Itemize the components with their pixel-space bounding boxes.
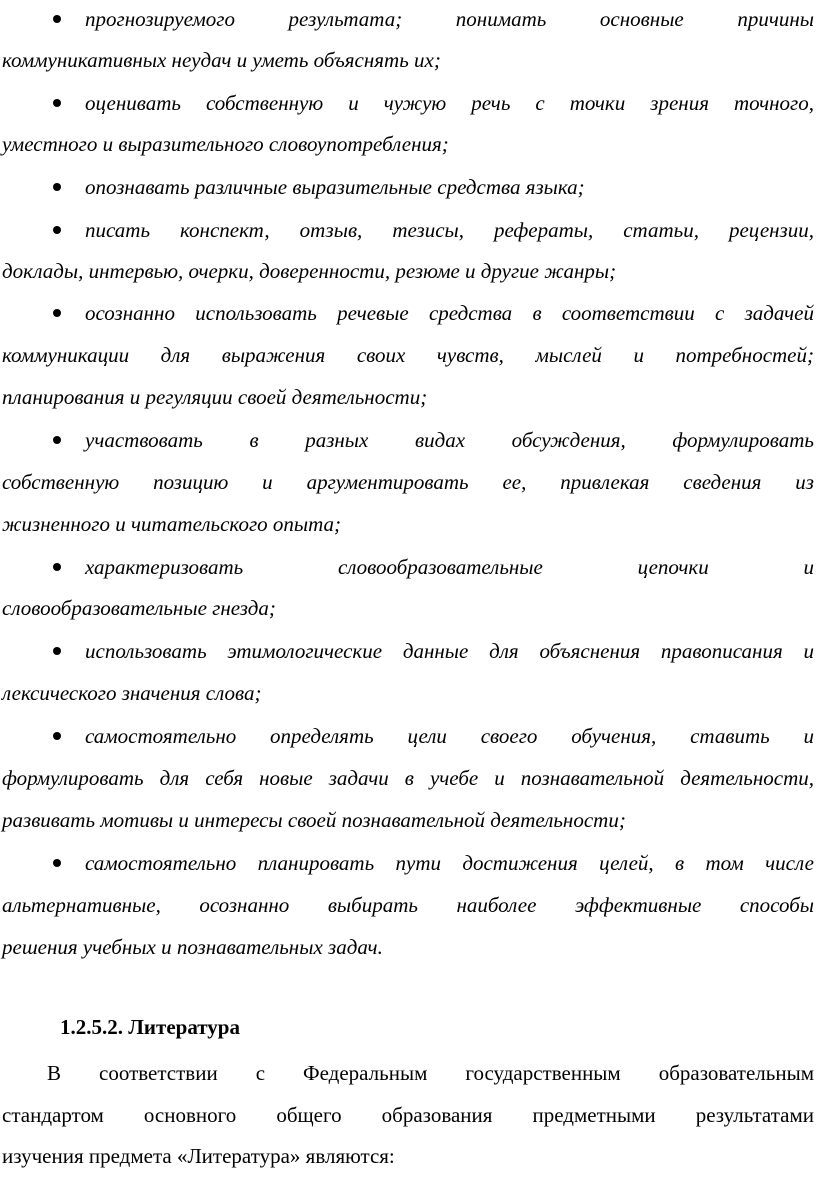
list-item-text: участвовать в разных видах обсуждения, формулировать [85, 428, 814, 452]
list-item [60, 553, 814, 581]
bullet-icon [53, 15, 61, 23]
list-item-continuation: лексического значения слова; [2, 681, 262, 705]
list-item-continuation: коммуникации для выражения своих чувств, мыслей и потребностей; [2, 343, 814, 367]
paragraph-line: стандартом основного общего образования предметными результатами [2, 1103, 814, 1127]
list-item [60, 426, 814, 454]
bullet-icon [53, 309, 61, 317]
paragraph-line: изучения предмета «Литература» являются: [2, 1144, 395, 1168]
list-item-text: оценивать собственную и чужую речь с точки зрения точного, [85, 91, 814, 115]
list-item [60, 299, 814, 327]
list-item-continuation: решения учебных и познавательных задач. [2, 935, 383, 959]
list-item-text: прогнозируемого результата; понимать основные причины [85, 7, 814, 31]
bullet-icon [53, 563, 61, 571]
bullet-icon [53, 732, 61, 740]
list-item-text: опознавать различные выразительные средства языка; [85, 175, 585, 199]
list-item [60, 637, 814, 665]
bullet-icon [53, 859, 61, 867]
paragraph-line: В соответствии с Федеральным государственным образовательным [47, 1061, 814, 1085]
list-item-text: осознанно использовать речевые средства в соответствии с задачей [85, 301, 814, 325]
list-item-text: самостоятельно планировать пути достижения целей, в том числе [85, 851, 814, 875]
section-heading: 1.2.5.2. Литература [60, 1015, 240, 1039]
list-item-continuation: планирования и регуляции своей деятельности; [2, 385, 428, 409]
list-item-continuation: собственную позицию и аргументировать ее, привлекая сведения из [2, 470, 814, 494]
list-item [60, 89, 814, 117]
list-item-continuation: коммуникативных неудач и уметь объяснять их; [2, 48, 441, 72]
list-item-text: писать конспект, отзыв, тезисы, рефераты, статьи, рецензии, [85, 218, 814, 242]
list-item [60, 722, 814, 750]
list-item-text: самостоятельно определять цели своего обучения, ставить и [85, 724, 814, 748]
list-item-continuation: жизненного и читательского опыта; [2, 512, 342, 536]
list-item-continuation: формулировать для себя новые задачи в учебе и познавательной деятельности, [2, 766, 814, 790]
bullet-icon [53, 436, 61, 444]
list-item-continuation: уместного и выразительного словоупотребления; [2, 132, 449, 156]
list-item [60, 849, 814, 877]
bullet-icon [53, 183, 61, 191]
list-item-text: использовать этимологические данные для объяснения правописания и [85, 639, 814, 663]
list-item-text: характеризовать словообразовательные цепочки и [85, 555, 814, 579]
list-item-continuation: альтернативные, осознанно выбирать наиболее эффективные способы [2, 893, 814, 917]
list-item-continuation: развивать мотивы и интересы своей познавательной деятельности; [2, 808, 626, 832]
bullet-icon [53, 226, 61, 234]
list-item-continuation: доклады, интервью, очерки, доверенности, резюме и другие жанры; [2, 259, 617, 283]
list-item-continuation: словообразовательные гнезда; [2, 596, 276, 620]
bullet-icon [53, 647, 61, 655]
list-item [60, 216, 814, 244]
bullet-icon [53, 99, 61, 107]
list-item [60, 173, 814, 201]
list-item [60, 5, 814, 33]
